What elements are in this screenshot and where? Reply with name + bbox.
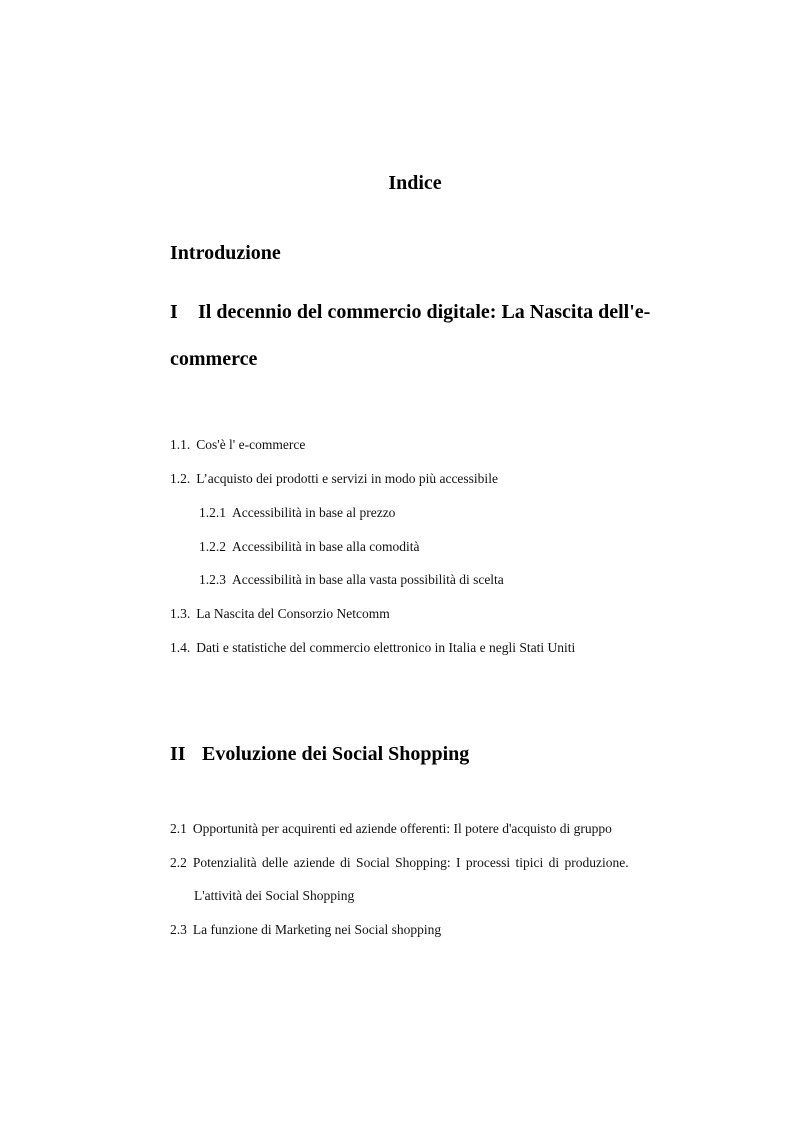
toc-entry-text: Accessibilità in base alla comodità [232,539,420,554]
toc-entry-1-2-3 [199,571,504,589]
toc-entry-number: 1.2. [170,471,191,486]
toc-entry-1-1 [170,436,305,454]
toc-entry-2-3 [170,921,441,939]
toc-entry-2-2 [170,854,629,872]
toc-entry-number: 2.1 [170,821,187,836]
page-title: Indice [388,172,442,194]
toc-entry-number: 1.2.1 [199,505,226,520]
toc-entry-1-2-2 [199,538,419,556]
toc-entry-number: 1.4. [170,640,191,655]
toc-entry-text: La funzione di Marketing nei Social shopping [192,922,442,937]
chapter-2-title: Evoluzione dei Social Shopping [202,743,470,765]
toc-entry-1-2-1 [199,504,395,522]
chapter-1-heading [170,299,650,325]
toc-entry-text: Dati e statistiche del commercio elettronico in Italia e negli Stati Uniti [196,640,576,655]
toc-entry-1-3 [170,605,390,623]
chapter-1-number: I [170,301,178,323]
toc-entry-number: 2.2 [170,855,187,870]
toc-entry-text: L’acquisto dei prodotti e servizi in modo più accessibile [196,471,498,486]
toc-entry-number: 1.3. [170,606,191,621]
chapter-2-number: II [170,743,186,765]
chapter-2-heading [170,741,469,767]
toc-entry-number: 1.2.2 [199,539,226,554]
chapter-1-title-line2: commerce [170,348,258,370]
toc-entry-text: Accessibilità in base al prezzo [232,505,396,520]
toc-entry-2-1 [170,820,612,838]
toc-entry-number: 1.2.3 [199,572,226,587]
toc-entry-number: 2.3 [170,922,187,937]
toc-entry-text: Accessibilità in base alla vasta possibilità di scelta [232,572,504,587]
toc-entry-1-2 [170,470,498,488]
toc-entry-text: Cos'è l' e-commerce [196,437,306,452]
heading-introduction: Introduzione [170,242,281,264]
toc-entry-number: 1.1. [170,437,191,452]
toc-entry-1-4 [170,639,575,657]
toc-entry-text: Opportunità per acquirenti ed aziende offerenti: Il potere d'acquisto di gruppo [192,821,612,836]
toc-entry-text: Potenzialità delle aziende di Social Shopping: I processi tipici di produzione. [192,855,629,870]
chapter-1-title-line1: Il decennio del commercio digitale: La Nascita dell'e- [198,301,651,323]
toc-entry-text: La Nascita del Consorzio Netcomm [196,606,390,621]
toc-entry-2-2-continuation: L'attività dei Social Shopping [194,888,355,903]
